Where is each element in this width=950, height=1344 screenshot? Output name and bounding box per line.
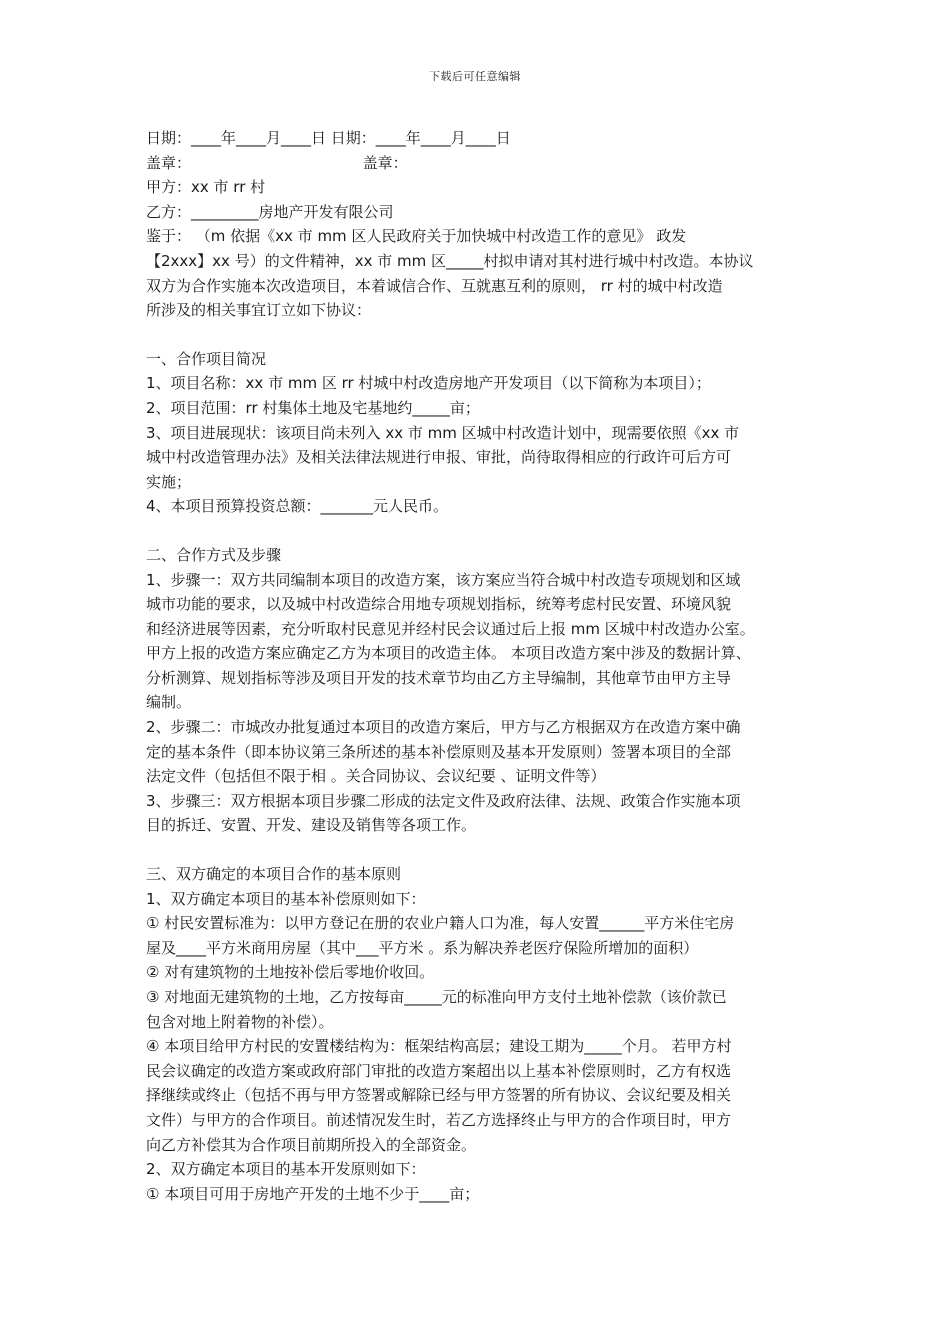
section-line: ③ 对地面无建筑物的土地，乙方按每亩_____元的标准向甲方支付土地补偿款（该价款已 xyxy=(146,988,727,1006)
party-b-line: 乙方：_________房地产开发有限公司 xyxy=(146,202,394,221)
section-line: 城市功能的要求，以及城中村改造综合用地专项规划指标，统筹考虑村民安置、环境风貌 xyxy=(146,595,732,614)
section-line: 1、步骤一：双方共同编制本项目的改造方案，该方案应当符合城中村改造专项规划和区域 xyxy=(146,570,741,589)
date-line: 日期：____年____月____日 日期：____年____月____日 xyxy=(146,129,511,147)
section-line: 1、双方确定本项目的基本补偿原则如下： xyxy=(146,889,426,908)
section-line: 2、步骤二：市城改办批复通过本项目的改造方案后，甲方与乙方根据双方在改造方案中确 xyxy=(146,718,741,737)
preamble-line: 双方为合作实施本次改造项目，本着诚信合作、互就惠互利的原则， rr 村的城中村改造 xyxy=(146,276,723,295)
section-line: 民会议确定的改造方案或政府部门审批的改造方案超出以上基本补偿原则时，乙方有权选 xyxy=(146,1061,732,1080)
section-line: ① 本项目可用于房地产开发的土地不少于____亩； xyxy=(146,1184,480,1203)
section-line: 分析测算、规划指标等涉及项目开发的技术章节均由乙方主导编制，其他章节由甲方主导 xyxy=(146,668,732,687)
section-title: 一、合作项目简况 xyxy=(146,349,267,368)
preamble-line: 鉴于： （m 依据《xx 市 mm 区人民政府关于加快城中村改造工作的意见》 政发 xyxy=(146,227,687,246)
section-line: ② 对有建筑物的土地按补偿后零地价收回。 xyxy=(146,963,435,982)
preamble-line: 【2xxx】xx 号）的文件精神，xx 市 mm 区_____村拟申请对其村进行城中村改造。本协议 xyxy=(146,251,754,270)
seal-line: 盖章： 盖章： xyxy=(146,153,408,172)
section-line: 4、本项目预算投资总额：_______元人民币。 xyxy=(146,497,449,516)
section-line: ④ 本项目给甲方村民的安置楼结构为：框架结构高层；建设工期为_____个月。 若甲方村 xyxy=(146,1037,732,1056)
section-line: 法定文件（包括但不限于相 。关合同协议、会议纪要 、证明文件等） xyxy=(146,767,606,786)
section-title: 三、双方确定的本项目合作的基本原则 xyxy=(146,865,402,884)
section-line: 屋及____平方米商用房屋（其中___平方米 。系为解决养老医疗保险所增加的面积） xyxy=(146,938,699,957)
section-line: 2、双方确定本项目的基本开发原则如下： xyxy=(146,1160,426,1179)
section-line: 编制。 xyxy=(146,693,192,712)
section-line: 1、项目名称：xx 市 mm 区 rr 村城中村改造房地产开发项目（以下简称为本项目）； xyxy=(146,374,711,393)
section-line: 甲方上报的改造方案应确定乙方为本项目的改造主体。 本项目改造方案中涉及的数据计算、 xyxy=(146,644,751,663)
section-line: 包含对地上附着物的补偿）。 xyxy=(146,1012,334,1031)
section-line: ① 村民安置标准为：以甲方登记在册的农业户籍人口为准，每人安置______平方米住宅房 xyxy=(146,914,735,933)
section-line: 定的基本条件（即本协议第三条所述的基本补偿原则及基本开发原则）签署本项目的全部 xyxy=(146,742,732,761)
document-body xyxy=(146,126,816,1206)
section-line: 3、步骤三：双方根据本项目步骤二形成的法定文件及政府法律、法规、政策合作实施本项 xyxy=(146,791,741,810)
section-line: 文件）与甲方的合作项目。前述情况发生时，若乙方选择终止与甲方的合作项目时，甲方 xyxy=(146,1110,732,1129)
party-a-line: 甲方：xx 市 rr 村 xyxy=(146,178,266,197)
page-header: 下载后可任意编辑 xyxy=(429,70,521,83)
section-line: 目的拆迁、安置、开发、建设及销售等各项工作。 xyxy=(146,816,477,835)
section-line: 2、项目范围：rr 村集体土地及宅基地约_____亩； xyxy=(146,398,480,417)
section-line: 3、项目进展现状：该项目尚未列入 xx 市 mm 区城中村改造计划中，现需要依照《xx 市 xyxy=(146,423,740,442)
section-line: 择继续或终止（包括不再与甲方签署或解除已经与甲方签署的所有协议、会议纪要及相关 xyxy=(146,1086,732,1105)
section-line: 实施； xyxy=(146,472,192,491)
section-title: 二、合作方式及步骤 xyxy=(146,545,282,564)
section-line: 向乙方补偿其为合作项目前期所投入的全部资金。 xyxy=(146,1135,477,1154)
section-line: 城中村改造管理办法》及相关法律法规进行申报、审批，尚待取得相应的行政许可后方可 xyxy=(146,448,732,467)
preamble-line: 所涉及的相关事宜订立如下协议： xyxy=(146,301,372,320)
section-line: 和经济进展等因素，充分听取村民意见并经村民会议通过后上报 mm 区城中村改造办公室。 xyxy=(146,619,755,638)
